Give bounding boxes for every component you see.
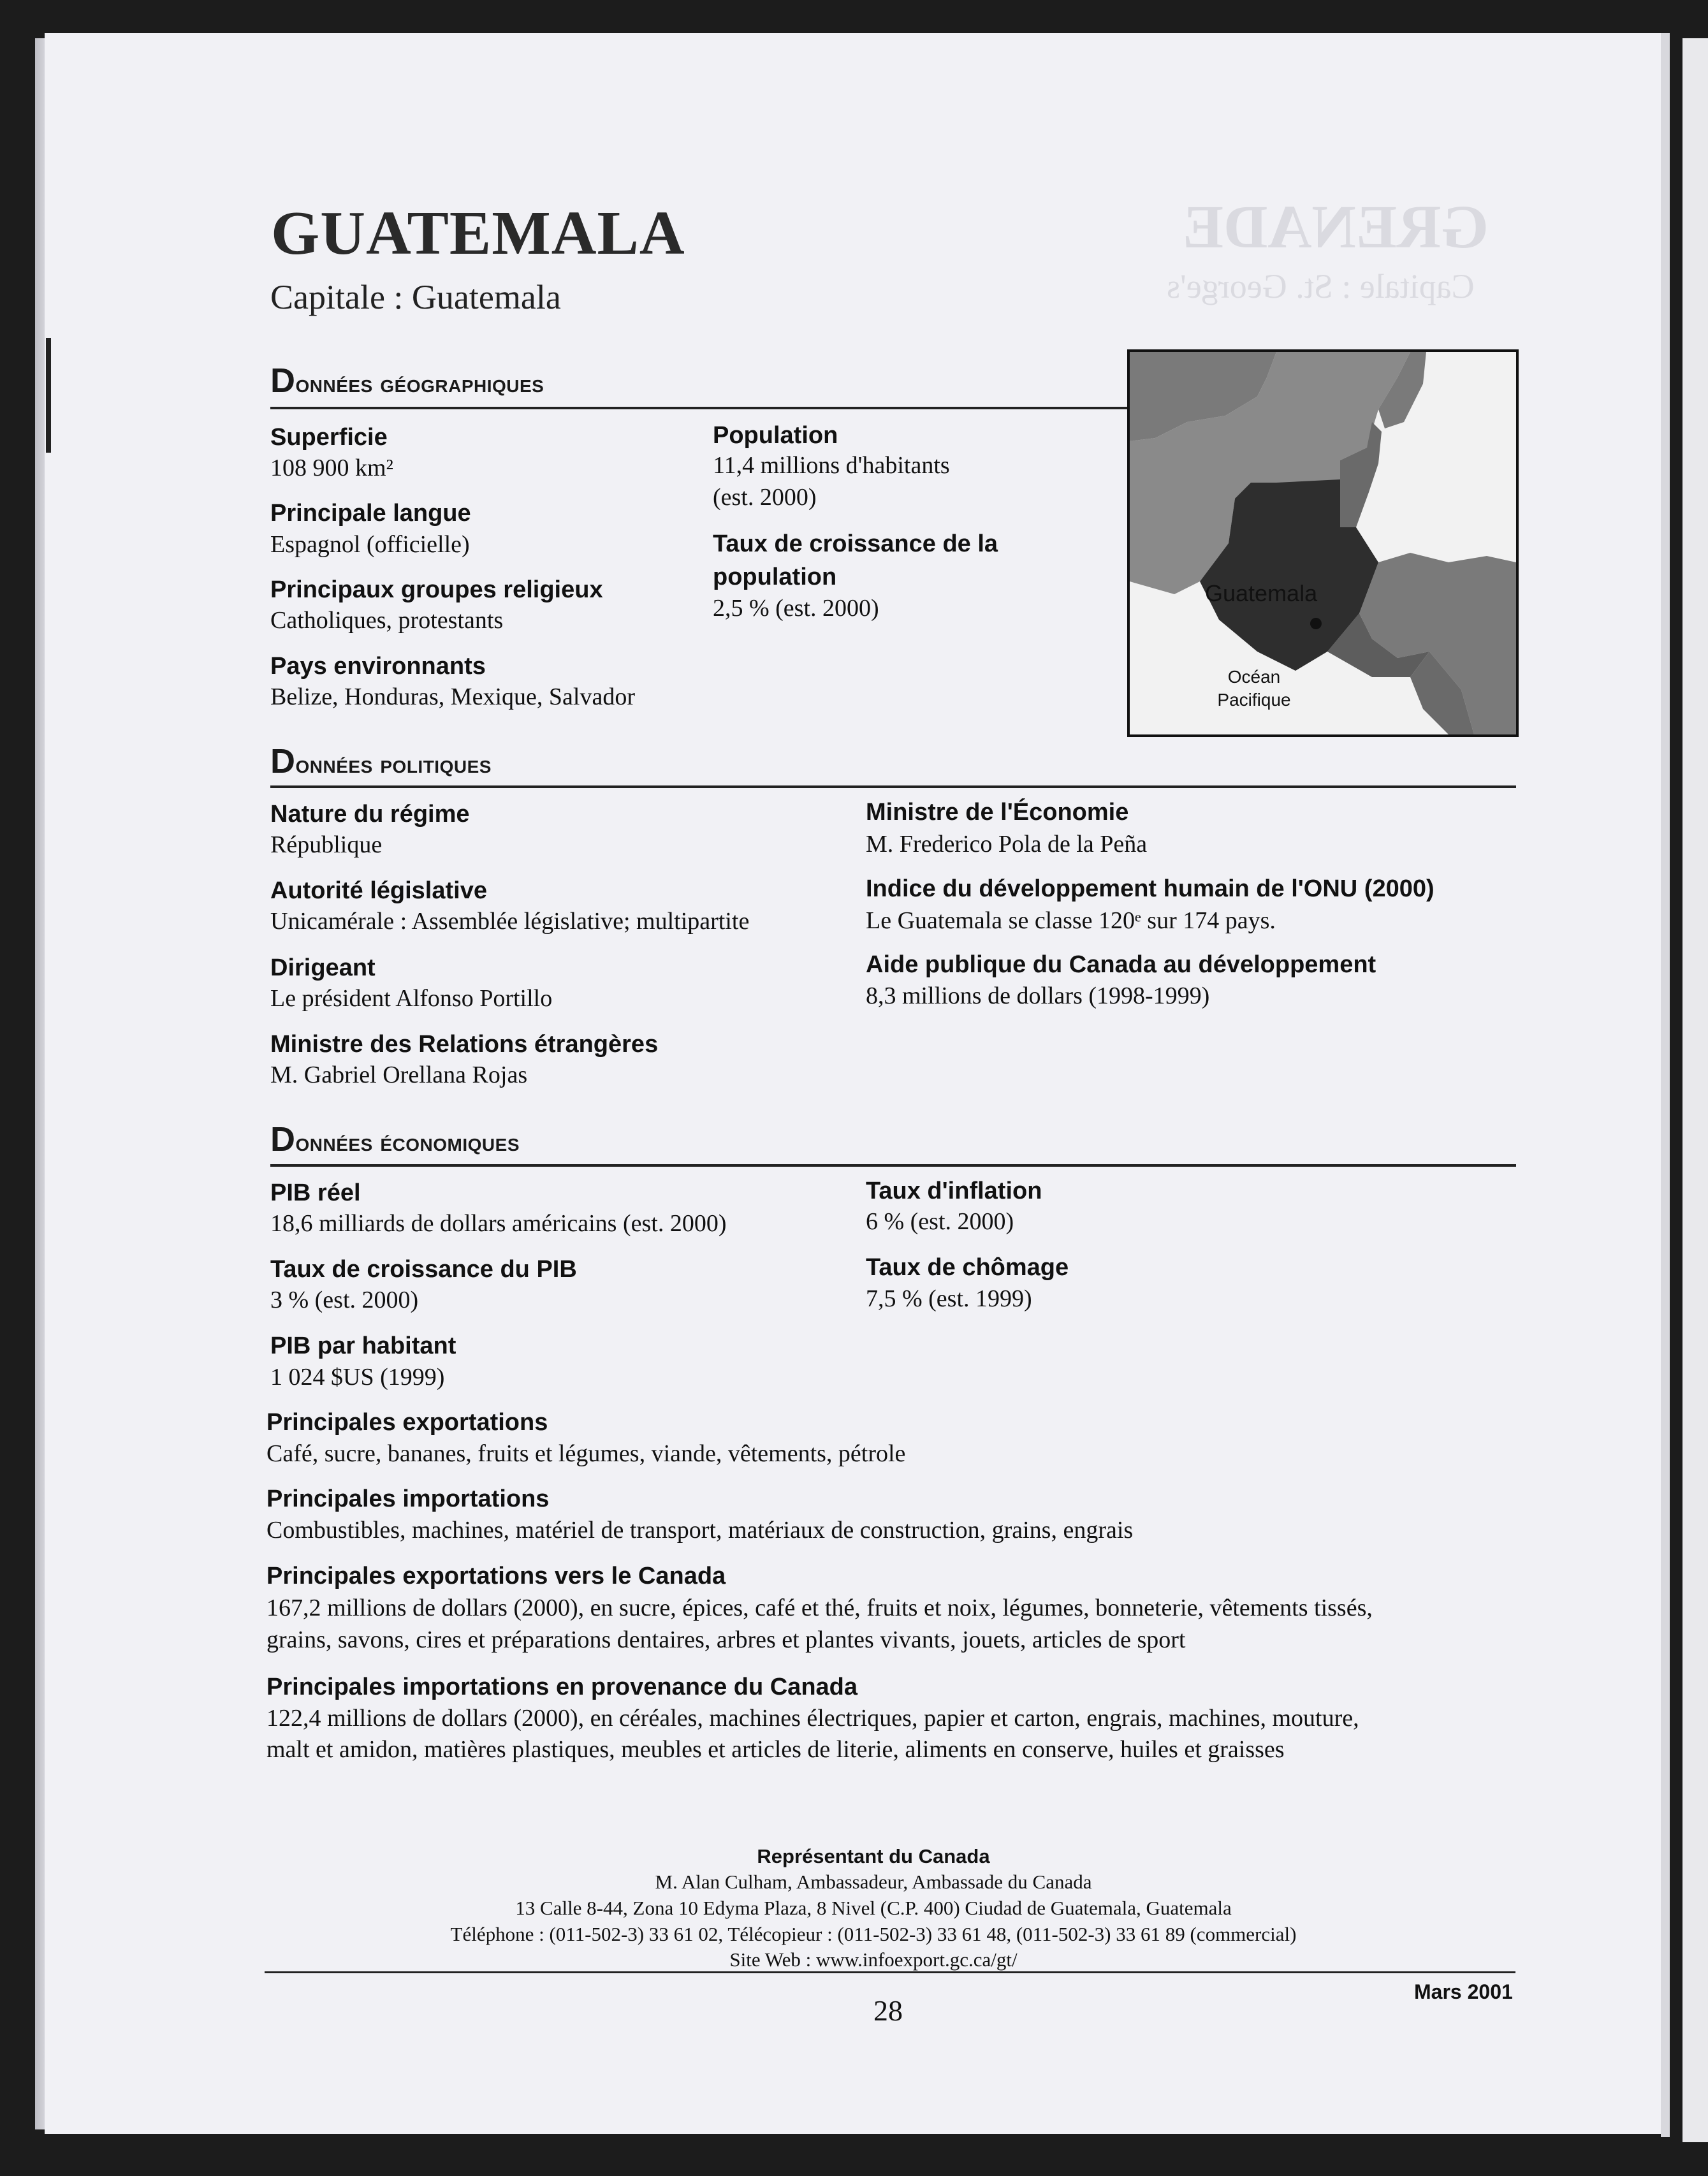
label-superficie: Superficie (270, 424, 388, 451)
footer-date: Mars 2001 (1414, 1980, 1513, 2003)
value-pib-reel: 18,6 milliards de dollars américains (est. 2000) (270, 1210, 727, 1237)
value-langue: Espagnol (officielle) (270, 531, 470, 558)
representative-line-3: Téléphone : (011-502-3) 33 61 02, Télécopieur : (011-502-3) 33 61 48, (011-502-3) 33 61 89 (commercial) (450, 1923, 1297, 1945)
adjacent-page-sliver (1682, 38, 1708, 2142)
value-importations: Combustibles, machines, matériel de transport, matériaux de construction, grains, engrais (266, 1517, 1134, 1544)
location-map (1127, 349, 1519, 737)
value-superficie: 108 900 km² (270, 455, 393, 481)
label-exportations: Principales exportations (266, 1409, 548, 1436)
label-ministre-economie: Ministre de l'Économie (866, 799, 1129, 826)
page-title: GUATEMALA (271, 199, 685, 268)
value-importations-canada-2: malt et amidon, matières plastiques, meubles et articles de literie, aliments en conserve, huiles et graisses (266, 1736, 1285, 1763)
representative-line-2: 13 Calle 8-44, Zona 10 Edyma Plaza, 8 Nivel (C.P. 400) Ciudad de Guatemala, Guatemala (515, 1897, 1232, 1919)
map-label-guatemala: Guatemala (1205, 580, 1318, 606)
value-inflation: 6 % (est. 2000) (866, 1208, 1014, 1235)
label-ministre-relations: Ministre des Relations étrangères (270, 1031, 659, 1058)
value-exportations-canada-1: 167,2 millions de dollars (2000), en sucre, épices, café et thé, fruits et noix, légumes, bonneterie, vêtements tissés, (266, 1595, 1373, 1621)
value-religion: Catholiques, protestants (270, 607, 504, 634)
value-exportations: Café, sucre, bananes, fruits et légumes, viande, vêtements, pétrole (266, 1440, 906, 1467)
label-exportations-canada: Principales exportations vers le Canada (266, 1563, 726, 1589)
value-dirigeant: Le président Alfonso Portillo (270, 985, 553, 1012)
representative-heading: Représentant du Canada (757, 1845, 990, 1867)
map-label-ocean-2: Pacifique (1217, 690, 1291, 710)
label-importations-canada: Principales importations en provenance du Canada (266, 1674, 858, 1700)
representative-line-1: M. Alan Culham, Ambassadeur, Ambassade du Canada (655, 1871, 1092, 1893)
label-importations: Principales importations (266, 1486, 550, 1512)
value-population-1: 11,4 millions d'habitants (713, 452, 950, 479)
ghost-capital: Capitale : St. George's (1167, 267, 1475, 305)
label-idh: Indice du développement humain de l'ONU (2000) (866, 875, 1434, 902)
footer-rule (265, 1971, 1515, 1973)
label-dirigeant: Dirigeant (270, 954, 376, 981)
label-autorite-legislative: Autorité législative (270, 877, 487, 904)
value-ministre-relations: M. Gabriel Orellana Rojas (270, 1062, 528, 1088)
label-regime: Nature du régime (270, 801, 470, 828)
label-pib-reel: PIB réel (270, 1179, 361, 1206)
label-pib-habitant: PIB par habitant (270, 1333, 456, 1359)
label-croissance-pop-2: population (713, 564, 837, 590)
binding-mark (46, 338, 51, 453)
value-pib-habitant: 1 024 $US (1999) (270, 1364, 445, 1391)
ghost-title: GRENADE (1183, 193, 1489, 261)
value-aide-publique: 8,3 millions de dollars (1998-1999) (866, 982, 1210, 1009)
value-ministre-economie: M. Frederico Pola de la Peña (866, 831, 1148, 858)
section-rule-geography (270, 407, 1128, 409)
label-chomage: Taux de chômage (866, 1254, 1069, 1281)
page-number: 28 (873, 1994, 903, 2027)
value-importations-canada-1: 122,4 millions de dollars (2000), en céréales, machines électriques, papier et carton, engrais, machines, mouture, (266, 1705, 1359, 1732)
value-pays-environnants: Belize, Honduras, Mexique, Salvador (270, 683, 635, 710)
value-chomage: 7,5 % (est. 1999) (866, 1285, 1032, 1312)
value-croissance-pop: 2,5 % (est. 2000) (713, 595, 879, 622)
map-capital-dot (1310, 618, 1322, 629)
value-autorite-legislative: Unicamérale : Assemblée législative; multipartite (270, 908, 750, 935)
label-religion: Principaux groupes religieux (270, 576, 603, 603)
label-inflation: Taux d'inflation (866, 1178, 1042, 1204)
value-exportations-canada-2: grains, savons, cires et préparations dentaires, arbres et plantes vivants, jouets, articles de sport (266, 1626, 1186, 1653)
label-croissance-pib: Taux de croissance du PIB (270, 1256, 577, 1283)
value-idh: Le Guatemala se classe 120ᵉ sur 174 pays. (866, 907, 1276, 934)
section-heading-economy: Données économiques (270, 1120, 520, 1158)
page-edge-right (1661, 33, 1670, 2137)
map-label-ocean-1: Océan (1227, 667, 1281, 687)
value-croissance-pib: 3 % (est. 2000) (270, 1287, 419, 1313)
representative-website: Site Web : www.infoexport.gc.ca/gt/ (729, 1948, 1018, 1971)
capital-subtitle: Capitale : Guatemala (270, 278, 561, 316)
label-pays-environnants: Pays environnants (270, 653, 486, 680)
section-rule-politics (270, 785, 1516, 788)
label-croissance-pop-1: Taux de croissance de la (713, 530, 998, 557)
label-population: Population (713, 422, 838, 449)
section-heading-geography: Données géographiques (270, 361, 544, 400)
value-regime: République (270, 831, 383, 858)
label-langue: Principale langue (270, 500, 471, 527)
label-aide-publique: Aide publique du Canada au développement (866, 951, 1376, 978)
section-rule-economy (270, 1164, 1516, 1167)
value-population-2: (est. 2000) (713, 484, 817, 511)
map-graphic (1130, 352, 1516, 734)
section-heading-politics: Données politiques (270, 742, 492, 780)
